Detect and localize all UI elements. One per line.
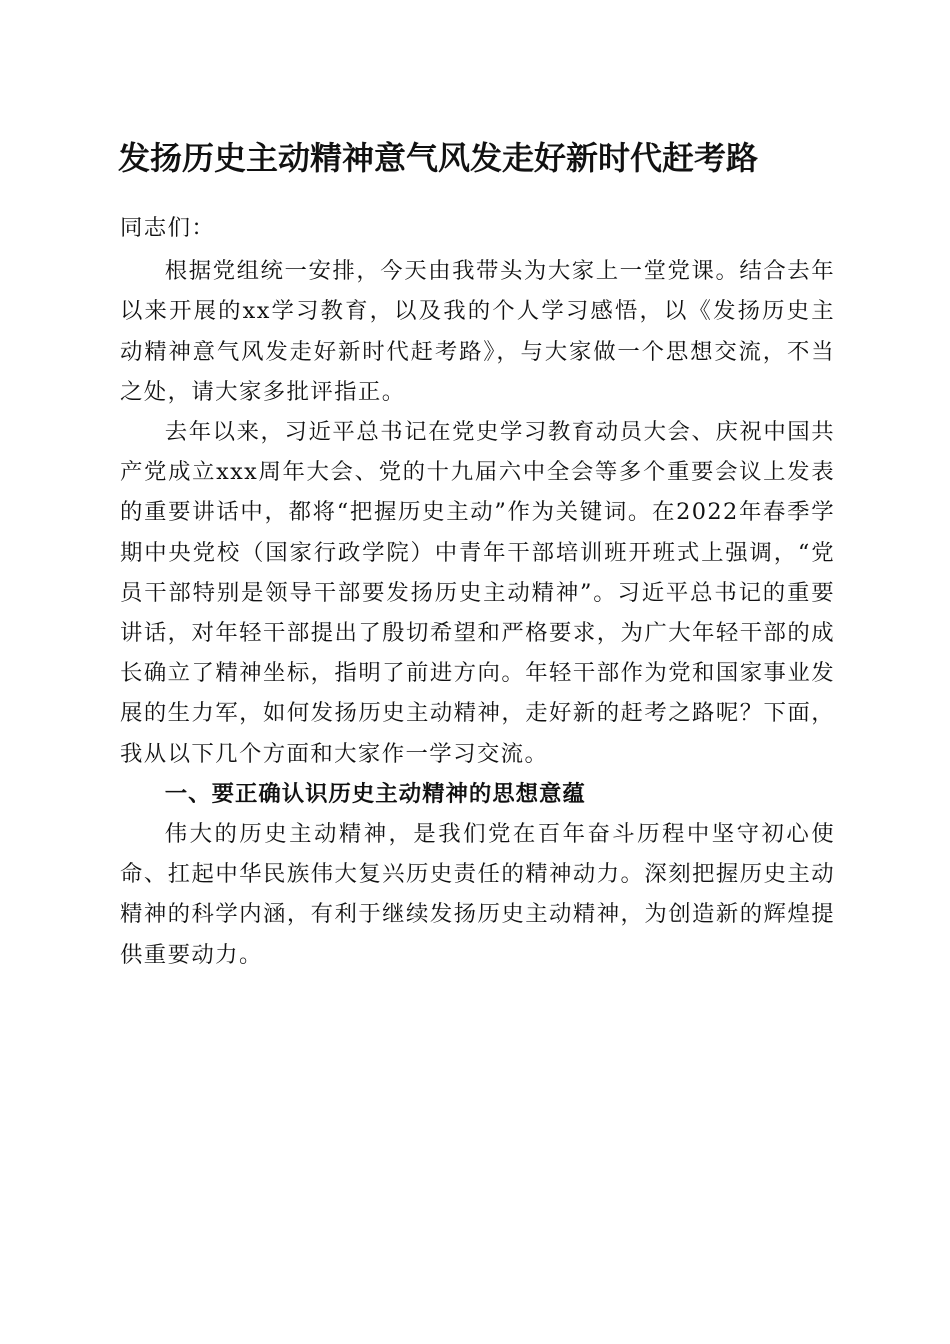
paragraph-background: 去年以来，习近平总书记在党史学习教育动员大会、庆祝中国共产党成立xxx周年大会、党的十九届六中全会等多个重要会议上发表的重要讲话中，都将“把握历史主动”作为关键词。在2022年春季学期中央党校（国家行政学院）中青年干部培训班开班式上强调，“党员干部特别是领导干部要发扬历史主动精神”。习近平总书记的重要讲话，对年轻干部提出了殷切希望和严格要求，为广大年轻干部的成长确立了精神坐标，指明了前进方向。年轻干部作为党和国家事业发展的生力军，如何发扬历史主动精神，走好新的赶考之路呢？下面，我从以下几个方面和大家作一学习交流。 bbox=[120, 419, 835, 767]
salutation: 同志们： bbox=[120, 215, 216, 241]
document-body bbox=[120, 208, 835, 975]
paragraph-intro: 根据党组统一安排，今天由我带头为大家上一堂党课。结合去年以来开展的xx学习教育，以及我的个人学习感悟，以《发扬历史主动精神意气风发走好新时代赶考路》，与大家做一个思想交流，不当之处，请大家多批评指正。 bbox=[120, 258, 835, 405]
section-heading: 一、要正确认识历史主动精神的思想意蕴 bbox=[164, 780, 586, 807]
document-title: 发扬历史主动精神意气风发走好新时代赶考路 bbox=[118, 139, 759, 177]
section-paragraph: 伟大的历史主动精神，是我们党在百年奋斗历程中坚守初心使命、扛起中华民族伟大复兴历史责任的精神动力。深刻把握历史主动精神的科学内涵，有利于继续发扬历史主动精神，为创造新的辉煌提供重要动力。 bbox=[120, 821, 835, 968]
